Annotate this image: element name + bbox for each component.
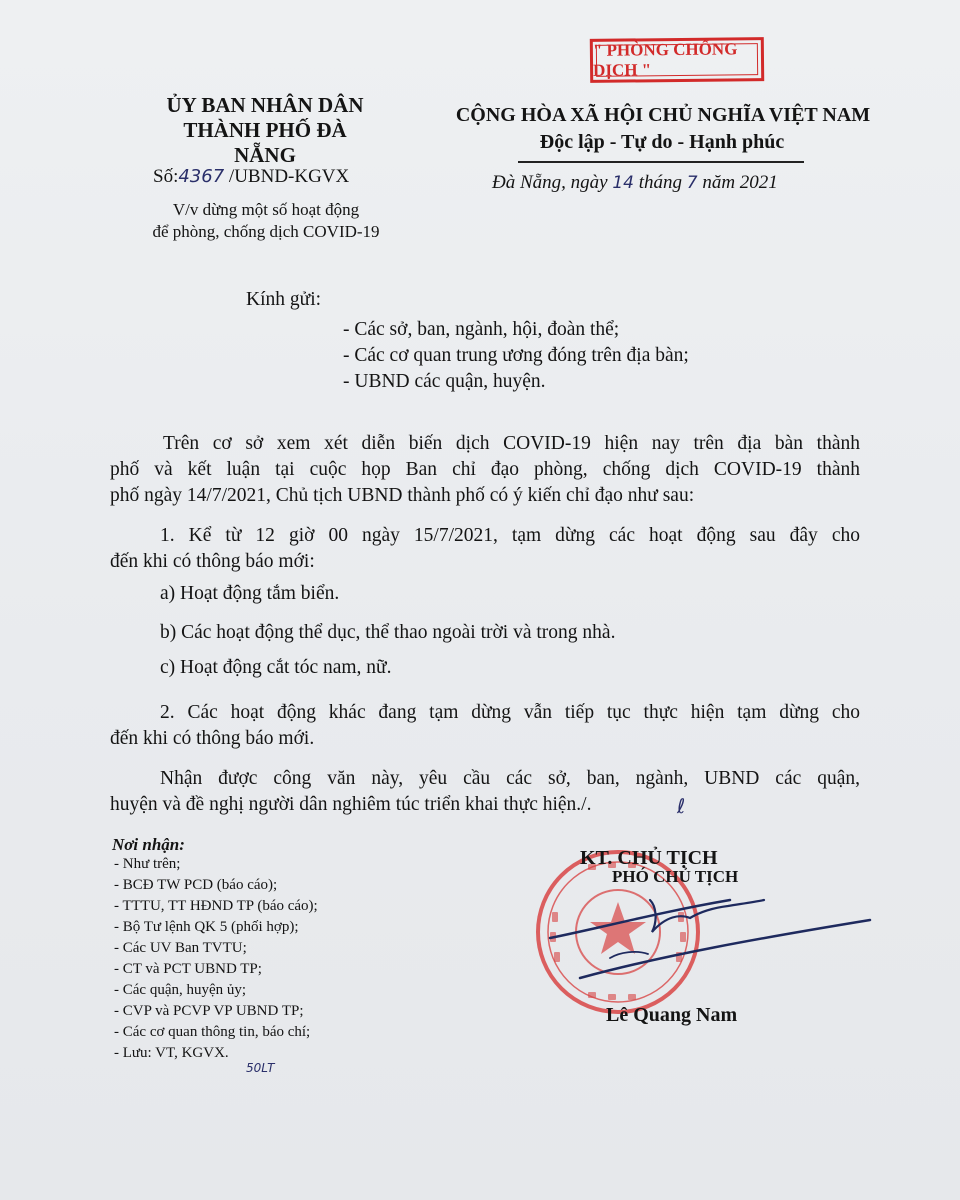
date-month-label: tháng (633, 172, 687, 193)
body-paragraph-line: Trên cơ sở xem xét diễn biến dịch COVID-19 hiện nay trên địa bàn thành (163, 433, 860, 454)
closing-paragraph: Nhận được công văn này, yêu cầu các sở, ban, ngành, UBND các quận, (160, 768, 860, 789)
recipient-item: - CVP và PCVP VP UBND TP; (114, 1003, 304, 1019)
issue-date (492, 172, 778, 194)
addressee-label: Kính gửi: (246, 289, 322, 310)
subject-line-2: để phòng, chống dịch COVID-19 (152, 222, 380, 241)
directive-subitem-b: b) Các hoạt động thể dục, thể thao ngoài trời và trong nhà. (160, 622, 616, 643)
date-year: năm 2021 (697, 172, 778, 193)
recipient-item: - BCĐ TW PCD (báo cáo); (114, 877, 278, 893)
recipient-item: - TTTU, TT HĐND TP (báo cáo); (114, 898, 318, 914)
document-number-prefix: Số: (153, 166, 179, 187)
document-number-handwritten: 4367 (178, 166, 225, 187)
signer-subtitle: PHÓ CHỦ TỊCH (612, 867, 739, 886)
closing-paragraph-cont: huyện và đề nghị người dân nghiêm túc triển khai thực hiện./. (110, 794, 592, 815)
issuer-line-2: THÀNH PHỐ ĐÀ NẴNG (183, 118, 347, 167)
document-number-suffix: /UBND-KGVX (224, 166, 350, 187)
directive-item-2-cont: đến khi có thông báo mới. (110, 728, 315, 749)
stamp-text: " PHÒNG CHỐNG DỊCH " (592, 39, 738, 80)
signer-title: KT. CHỦ TỊCH (580, 847, 718, 869)
addressee-item: - Các cơ quan trung ương đóng trên địa bàn; (343, 345, 689, 366)
date-month-handwritten: 7 (686, 173, 698, 193)
signer-name: Lê Quang Nam (606, 1004, 738, 1026)
addressee-item: - UBND các quận, huyện. (343, 371, 546, 392)
recipient-item: - Các quận, huyện ủy; (114, 982, 247, 998)
date-day-handwritten: 14 (612, 173, 634, 193)
body-paragraph-line: phố ngày 14/7/2021, Chủ tịch UBND thành phố có ý kiến chỉ đạo như sau: (110, 485, 695, 506)
handwritten-copies-note: 50LT (246, 1061, 275, 1075)
directive-item-1-cont: đến khi có thông báo mới: (110, 551, 315, 572)
directive-subitem-a: a) Hoạt động tắm biển. (160, 583, 340, 604)
motto-underline (518, 161, 804, 163)
national-motto: Độc lập - Tự do - Hạnh phúc (539, 131, 785, 153)
recipient-item: - Bộ Tư lệnh QK 5 (phối hợp); (114, 919, 299, 935)
recipient-item: - CT và PCT UBND TP; (114, 961, 262, 977)
directive-subitem-c: c) Hoạt động cắt tóc nam, nữ. (160, 657, 392, 678)
epidemic-prevention-stamp (590, 37, 764, 83)
recipients-heading: Nơi nhận: (112, 835, 185, 854)
subject-line-1: V/v dừng một số hoạt động (172, 200, 360, 219)
addressee-item: - Các sở, ban, ngành, hội, đoàn thể; (343, 319, 620, 340)
directive-item-2: 2. Các hoạt động khác đang tạm dừng vẫn tiếp tục thực hiện tạm dừng cho (160, 702, 860, 723)
handwritten-initial-mark: ℓ (677, 794, 686, 818)
body-paragraph-line: phố và kết luận tại cuộc họp Ban chỉ đạo phòng, chống dịch COVID-19 thành (110, 459, 860, 480)
date-prefix: Đà Nẵng, ngày (492, 172, 613, 193)
stamp-inner-border (596, 43, 758, 77)
recipient-item: - Các cơ quan thông tin, báo chí; (114, 1024, 311, 1040)
national-title: CỘNG HÒA XÃ HỘI CHỦ NGHĨA VIỆT NAM (455, 104, 871, 126)
recipient-item: - Như trên; (114, 856, 181, 872)
directive-item-1: 1. Kể từ 12 giờ 00 ngày 15/7/2021, tạm dừng các hoạt động sau đây cho (160, 525, 860, 546)
document-number (153, 166, 349, 188)
recipient-item: - Lưu: VT, KGVX. (114, 1045, 229, 1061)
recipient-item: - Các UV Ban TVTU; (114, 940, 247, 956)
issuer-line-1: ỦY BAN NHÂN DÂN (166, 93, 364, 117)
